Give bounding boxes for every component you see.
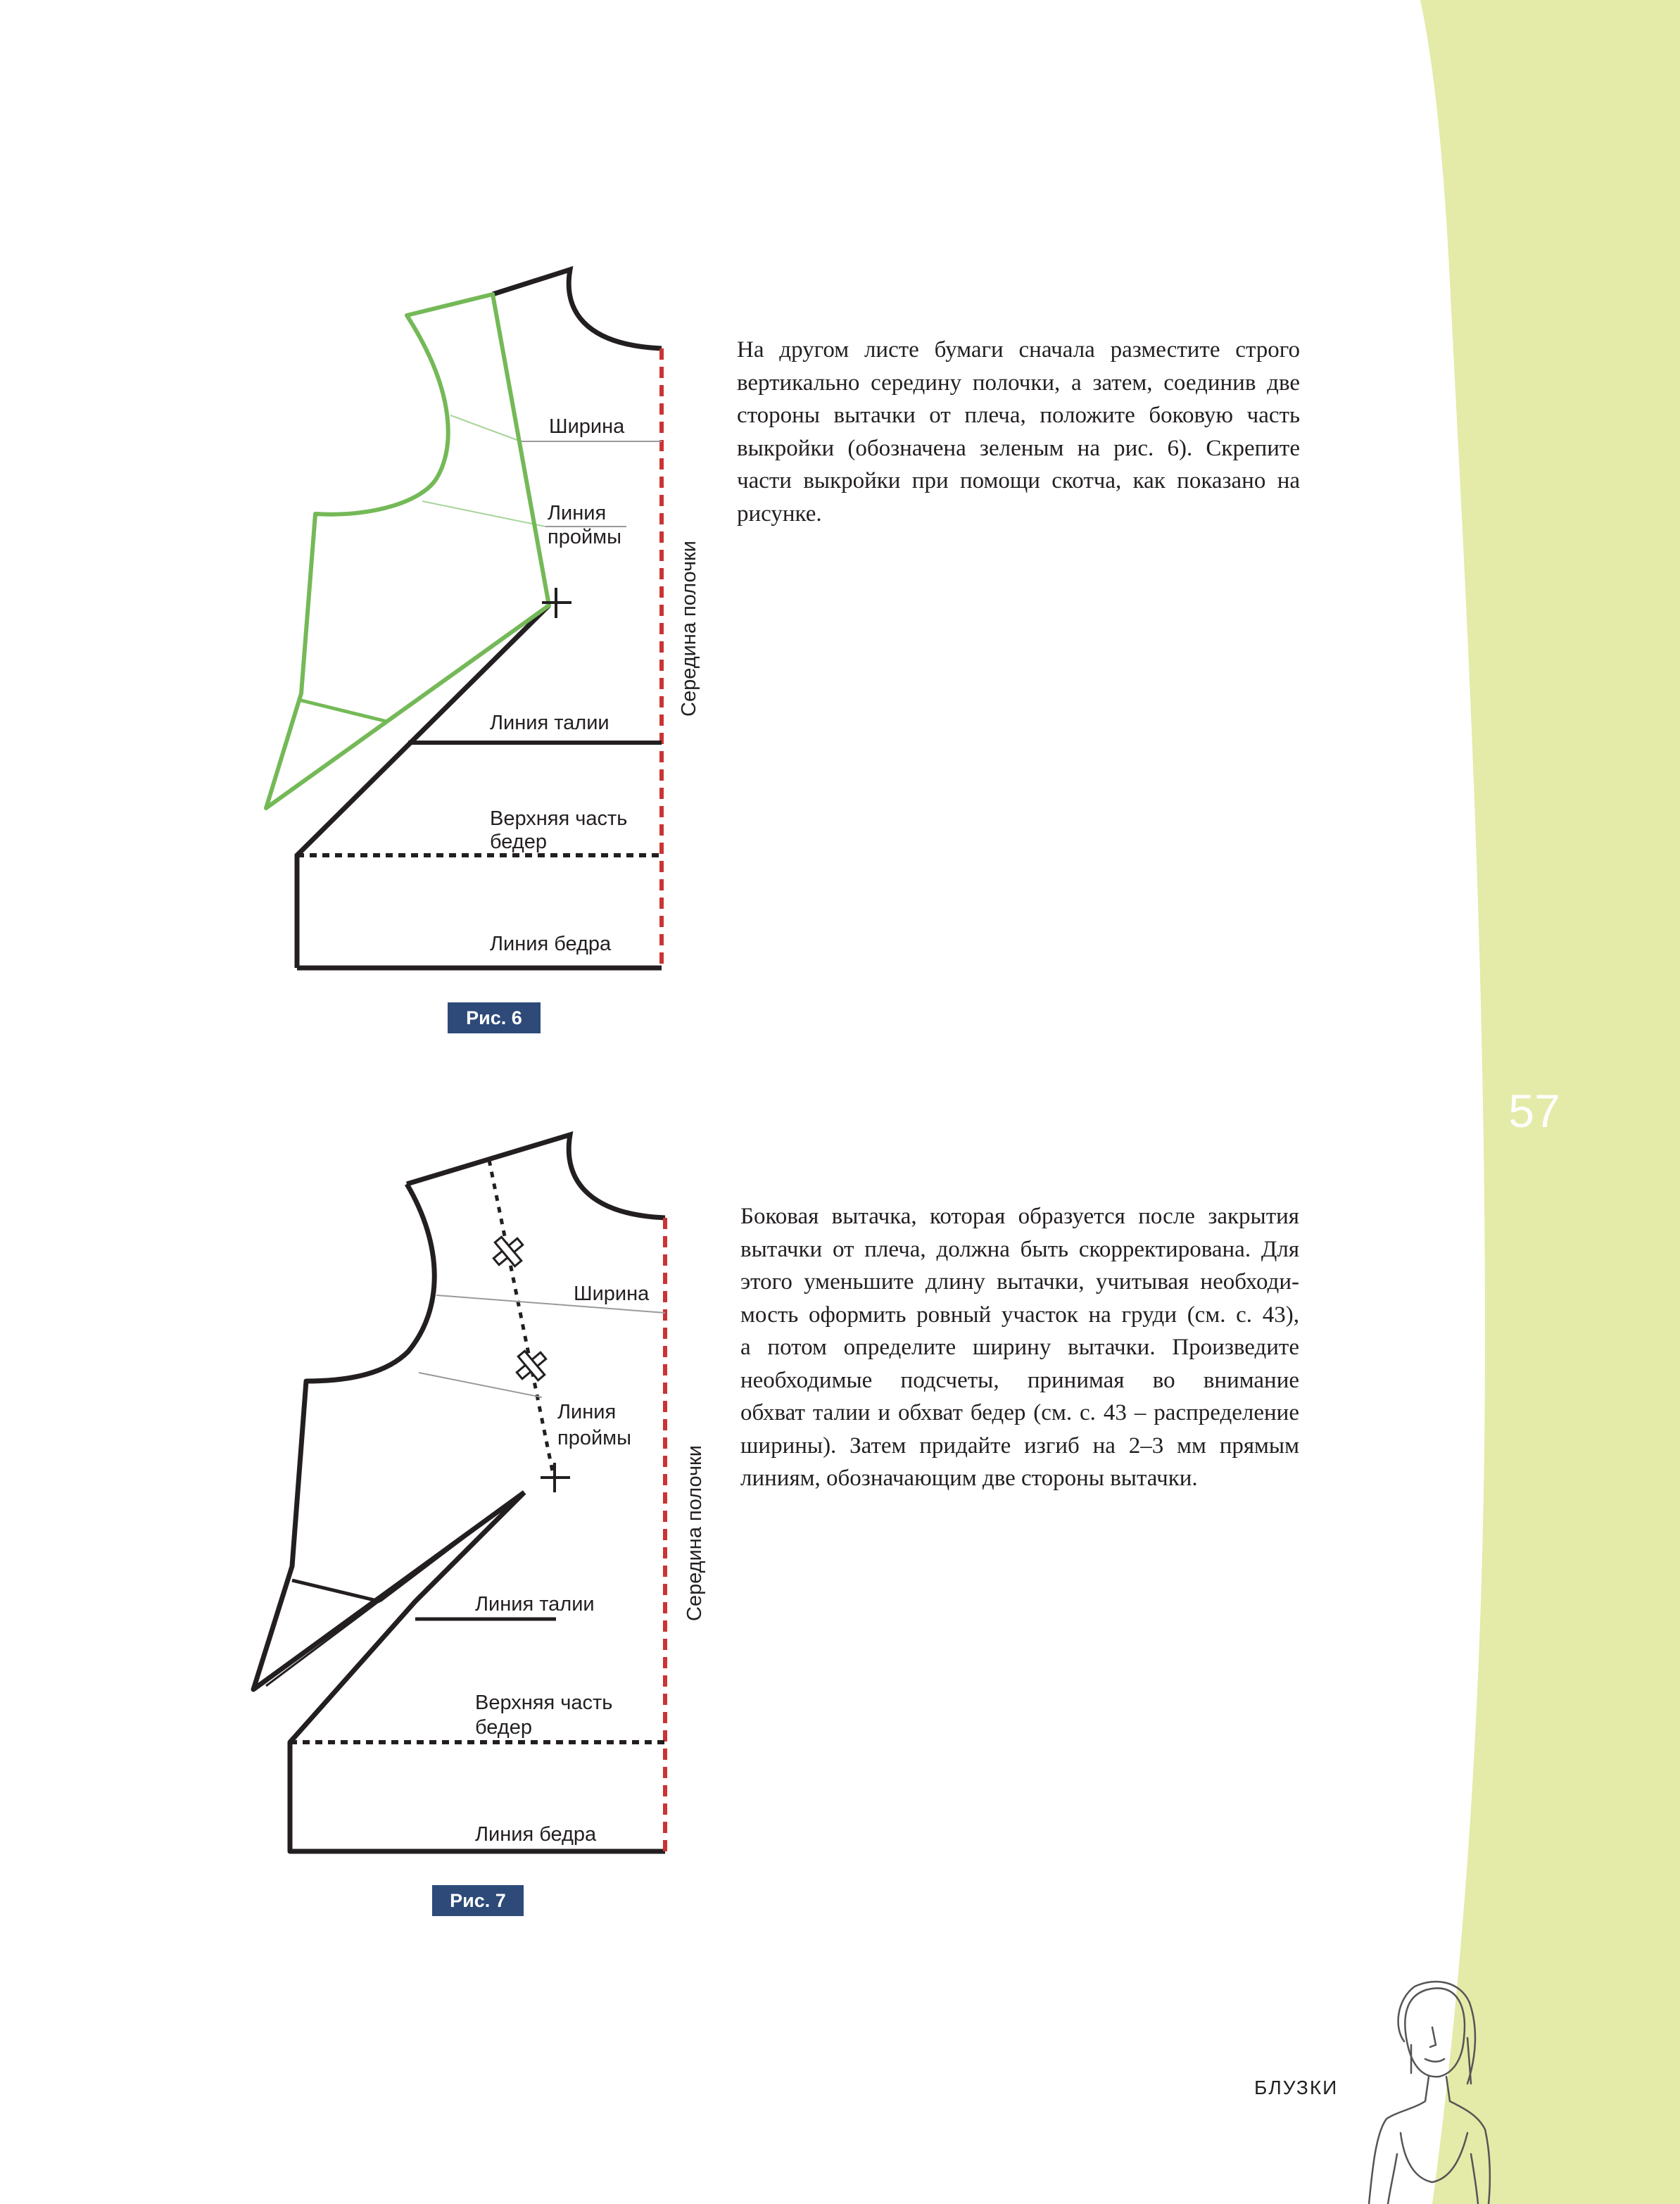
text-line: стороны вытачки от плеча, положите боковую часть	[737, 403, 1300, 428]
width-label: Ширина	[549, 415, 625, 438]
text-line: Боковая вытачка, которая образуется после закрытия	[740, 1204, 1299, 1229]
armhole-label-2: проймы	[548, 526, 621, 548]
width-label: Ширина	[574, 1283, 650, 1305]
text-line: обхват талии и обхват бедер (см. с. 43 – распределение	[740, 1400, 1299, 1425]
figure-7-label: Рис. 7	[432, 1885, 524, 1916]
hip-label: Линия бедра	[475, 1823, 597, 1846]
center-front-label: Середина полочки	[683, 1445, 706, 1621]
upper-hip-label-1: Верхняя часть	[490, 807, 628, 830]
text-line: части выкройки при помощи скотча, как показано на	[737, 468, 1300, 493]
text-line: необходимые подсчеты, принимая во внимание	[740, 1367, 1299, 1393]
text-line: выкройки (обозначена зеленым на рис. 6). Скрепите	[737, 435, 1300, 461]
armhole-label-1: Линия	[557, 1401, 617, 1423]
waist-label: Линия талии	[475, 1593, 595, 1616]
text-line: рисунке.	[737, 500, 822, 527]
center-front-label: Середина полочки	[678, 541, 700, 717]
text-line: этого уменьшите длину вытачки, учитывая необходи-	[740, 1269, 1299, 1295]
armhole-label-2: проймы	[557, 1427, 631, 1449]
text-line: мость оформить ровный участок на груди (см. с. 43),	[740, 1302, 1299, 1328]
upper-hip-label-2: бедер	[490, 831, 547, 853]
armhole-label-1: Линия	[548, 502, 607, 524]
upper-hip-label-2: бедер	[475, 1716, 532, 1739]
upper-hip-label-1: Верхняя часть	[475, 1692, 613, 1714]
text-line: ширины). Затем придайте изгиб на 2–3 мм прямым	[740, 1432, 1299, 1459]
hip-label: Линия бедра	[490, 933, 612, 955]
page-number: 57	[1508, 1085, 1560, 1137]
waist-label: Линия талии	[490, 712, 610, 734]
text-line: вытачки от плеча, должна быть скорректирована. Для	[740, 1236, 1299, 1262]
text-line: линиям, обозначающим две стороны вытачки.	[740, 1466, 1198, 1491]
section-title: БЛУЗКИ	[1254, 2077, 1339, 2098]
figure-6-label: Рис. 6	[448, 1002, 541, 1033]
text-line: На другом листе бумаги сначала разместите строго	[737, 337, 1300, 363]
text-line: вертикально середину полочки, а затем, соединив две	[737, 370, 1300, 396]
text-line: а потом определите ширину вытачки. Произведите	[740, 1335, 1299, 1360]
